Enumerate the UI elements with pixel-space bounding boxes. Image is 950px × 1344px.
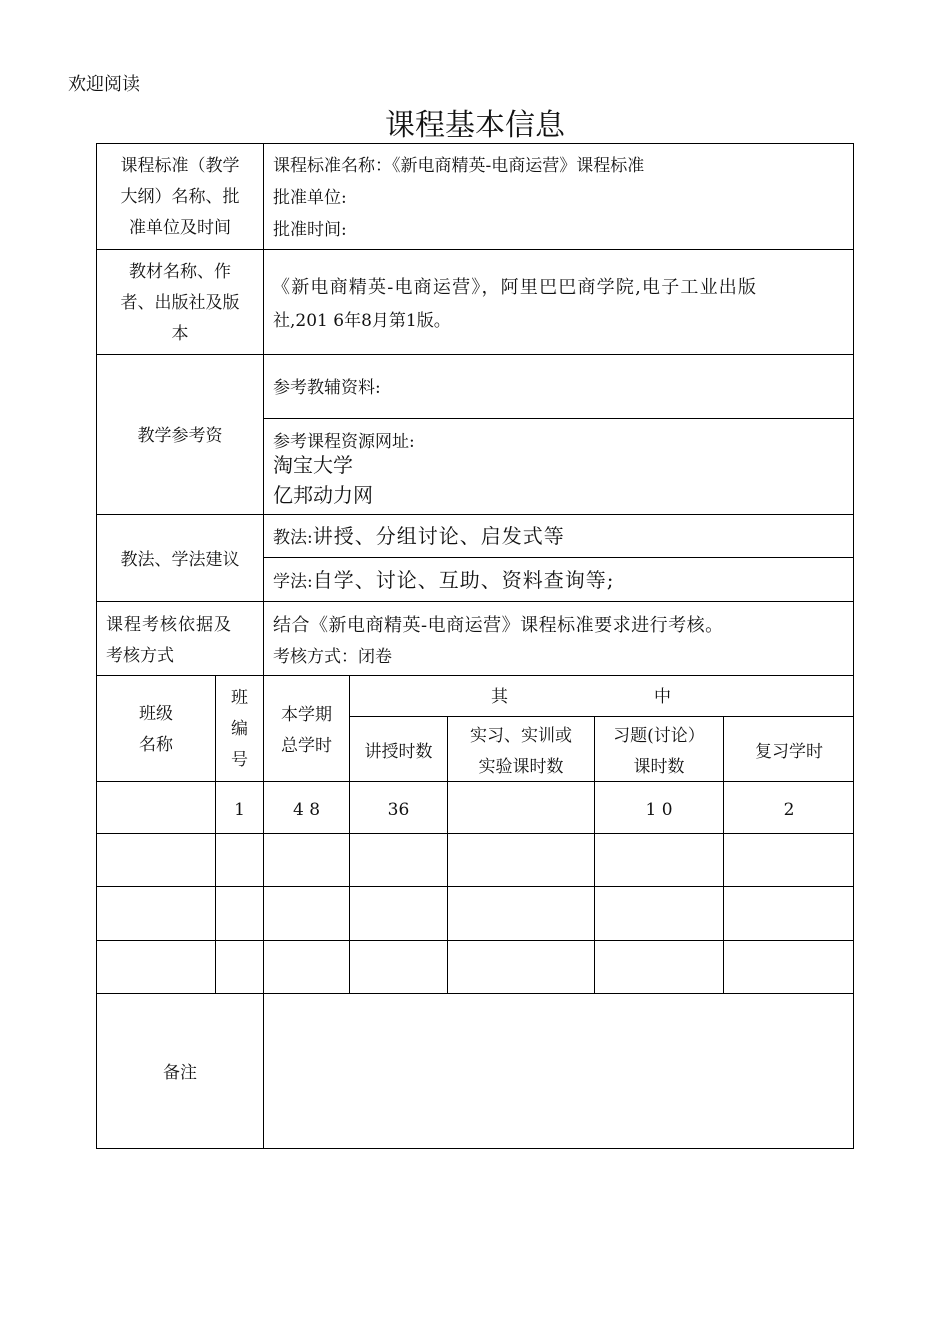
reference-site-taobao: 淘宝大学 [273, 453, 353, 477]
header-class-no: 班 编 号 [231, 688, 248, 770]
approval-unit: 批准单位: [273, 188, 347, 208]
table-row-1-class-no: 1 [234, 800, 245, 820]
textbook-label: 教材名称、作 者、出版社及版 本 [120, 262, 240, 344]
header-total-hours: 本学期 总学时 [281, 705, 332, 756]
table-row-1-lecture: 36 [387, 800, 410, 820]
header-among-2: 中 [654, 687, 671, 707]
table-row-1-review: 2 [783, 800, 795, 820]
header-lecture: 讲授时数 [364, 742, 433, 762]
textbook-line-1: 《新电商精英-电商运营》，阿里巴巴商学院,电子工业出版 [272, 277, 758, 298]
remarks-label: 备注 [163, 1063, 197, 1083]
method-label: 教法、学法建议 [120, 550, 240, 570]
learning-method: 学法:自学、讨论、互助、资料查询等; [273, 568, 615, 592]
page-title: 课程基本信息 [385, 108, 565, 143]
standard-name: 课程标准名称：《新电商精英-电商运营》课程标准 [273, 156, 645, 176]
reference-label: 教学参考资 [137, 426, 223, 446]
standard-label: 课程标准（教学 大纲）名称、批 准单位及时间 [120, 156, 240, 238]
table-row-1-exercise: 1 0 [645, 800, 673, 820]
reference-materials: 参考教辅资料: [273, 378, 381, 398]
assessment-basis: 结合《新电商精英-电商运营》课程标准要求进行考核。 [273, 615, 724, 636]
reference-url-label: 参考课程资源网址: [273, 432, 415, 452]
header-lab: 实习、实训或 实验课时数 [470, 726, 572, 777]
textbook-line-2: 社,201 6年8月第1版。 [273, 311, 451, 331]
approval-time: 批准时间: [273, 220, 347, 240]
table-row-1-total: 4 8 [292, 800, 321, 820]
teaching-method: 教法:讲授、分组讨论、启发式等 [273, 524, 565, 548]
header-review: 复习学时 [755, 742, 823, 762]
reference-site-ebrun: 亿邦动力网 [273, 483, 373, 507]
welcome-text: 欢迎阅读 [68, 74, 140, 95]
assessment-label: 课程考核依据及 考核方式 [106, 615, 232, 666]
assessment-mode: 考核方式：闭卷 [273, 647, 392, 667]
header-among-1: 其 [491, 687, 508, 707]
header-exercise: 习题(讨论） 课时数 [613, 726, 705, 777]
header-class-name: 班级 名称 [139, 704, 173, 755]
